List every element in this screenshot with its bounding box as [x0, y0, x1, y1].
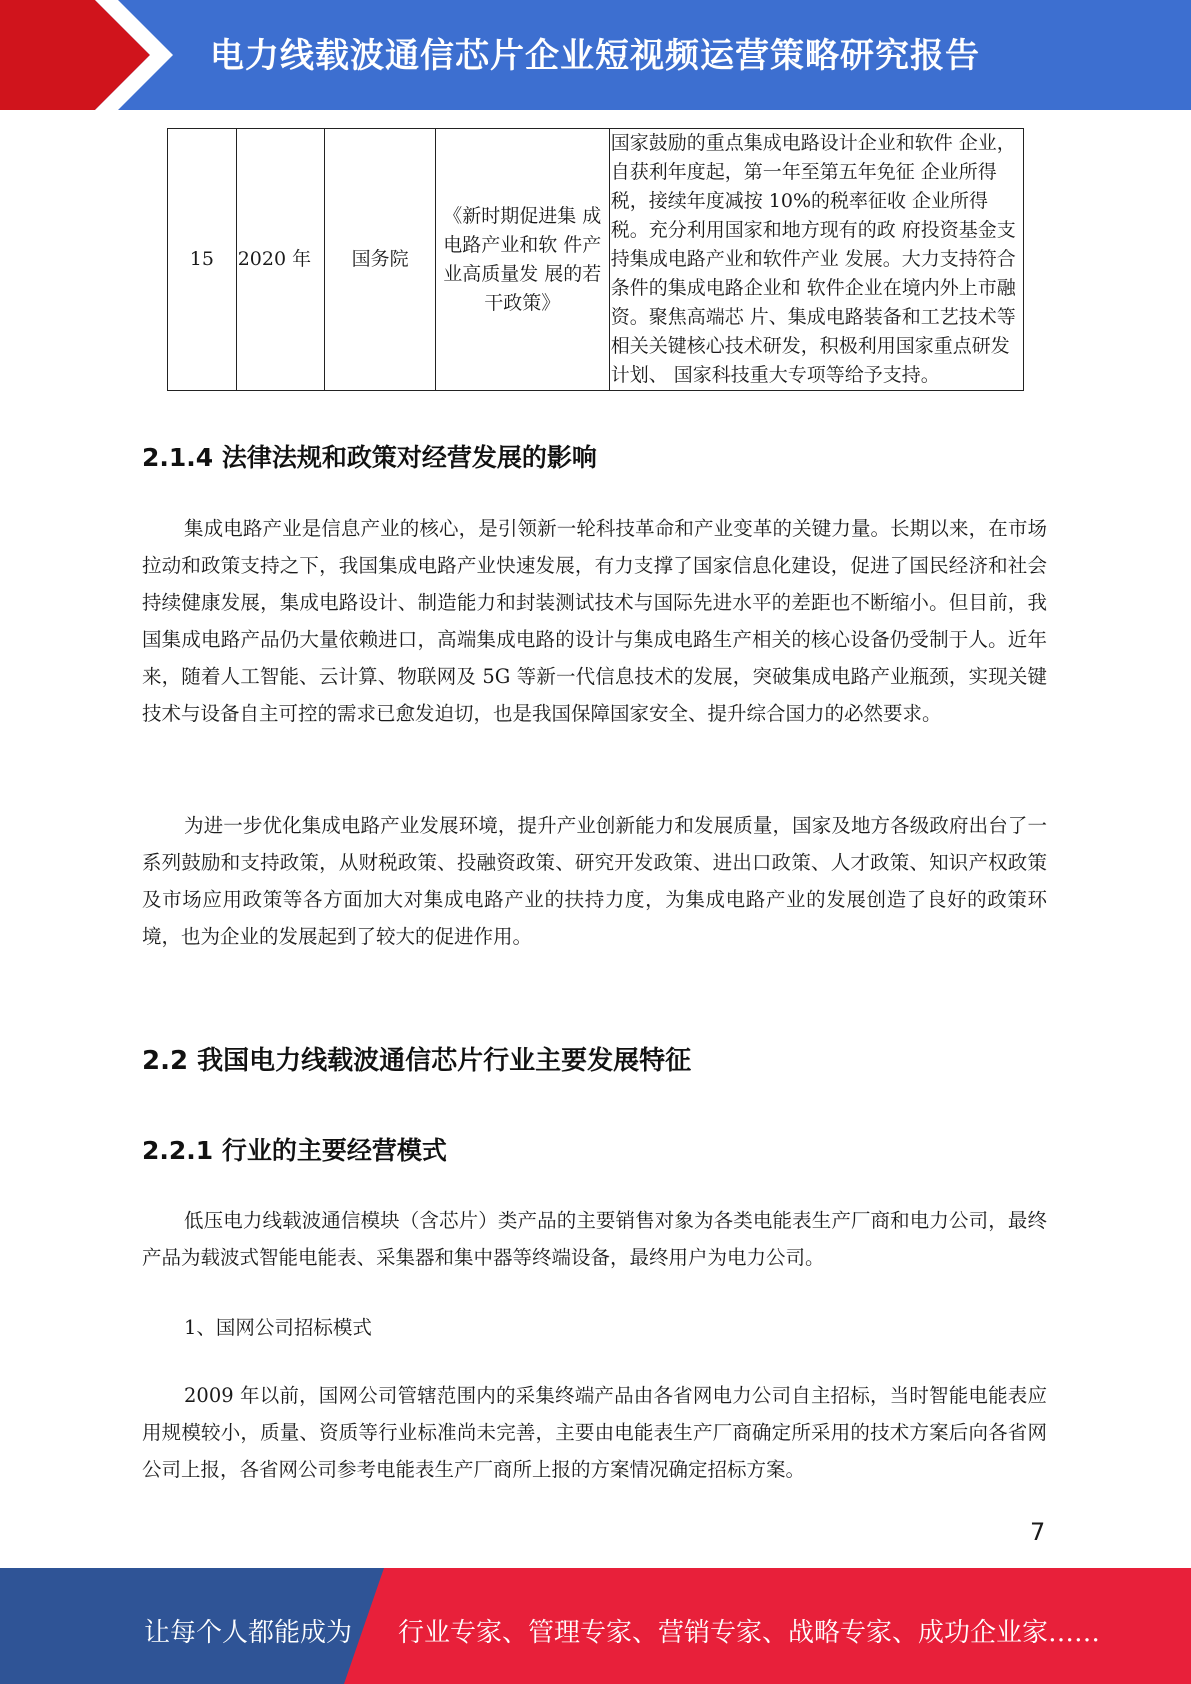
- heading-2-2: 2.2 我国电力线载波通信芯片行业主要发展特征: [142, 1046, 692, 1076]
- paragraph-policy-environment: 为进一步优化集成电路产业发展环境，提升产业创新能力和发展质量，国家及地方各级政府出台了一系列鼓励和支持政策，从财税政策、投融资政策、研究开发政策、进出口政策、人才政策、知识产权政策及市场应用政策等各方面加大对集成电路产业的扶持力度，为集成电路产业的发展创造了良好的政策环境，也为企业的发展起到了较大的促进作用。: [142, 814, 1047, 948]
- row-index: 15: [168, 129, 237, 391]
- page-number: 7: [1030, 1518, 1046, 1546]
- page-header: [0, 0, 1191, 110]
- table-row: [168, 129, 1024, 391]
- footer-slogan-right: 行业专家、管理专家、营销专家、战略专家、成功企业家……: [398, 1618, 1101, 1648]
- row-policy-content: 国家鼓励的重点集成电路设计企业和软件 企业，自获利年度起，第一年至第五年免征 企业所得税，接续年度减按 10%的税率征收 企业所得税。充分利用国家和地方现有的政 府投资基金支持集成电路产业和软件产业 发展。大力支持符合条件的集成电路企业和 软件企业在境内外上市融资。聚焦高端芯 片、集成电路装备和工艺技术等相关关键核心技术研发，积极利用国家重点研发计划、 国家科技重大专项等给予支持。: [609, 129, 1023, 391]
- heading-2-1-4: 2.1.4 法律法规和政策对经营发展的影响: [142, 443, 597, 472]
- paragraph-sales-targets: 低压电力线载波通信模块（含芯片）类产品的主要销售对象为各类电能表生产厂商和电力公司，最终产品为载波式智能电能表、采集器和集中器等终端设备，最终用户为电力公司。: [142, 1209, 1047, 1269]
- row-issuer: 国务院: [325, 129, 435, 391]
- report-title: 电力线载波通信芯片企业短视频运营策略研究报告: [210, 36, 980, 76]
- paragraph-before-2009: 2009 年以前，国网公司管辖范围内的采集终端产品由各省网电力公司自主招标，当时智能电能表应用规模较小，质量、资质等行业标准尚未完善，主要由电能表生产厂商确定所采用的技术方案后向各省网公司上报，各省网公司参考电能表生产厂商所上报的方案情况确定招标方案。: [142, 1384, 1047, 1481]
- paragraph-bidding-mode-title: 1、国网公司招标模式: [184, 1316, 372, 1339]
- policy-table: [167, 128, 1024, 391]
- row-year: 2020 年: [236, 129, 325, 391]
- page-footer: [0, 1568, 1191, 1684]
- row-policy-title: 《新时期促进集 成电路产业和软 件产业高质量发 展的若干政策》: [435, 129, 609, 391]
- paragraph-ic-industry: 集成电路产业是信息产业的核心，是引领新一轮科技革命和产业变革的关键力量。长期以来，在市场拉动和政策支持之下，我国集成电路产业快速发展，有力支撑了国家信息化建设，促进了国民经济和社会持续健康发展，集成电路设计、制造能力和封装测试技术与国际先进水平的差距也不断缩小。但目前，我国集成电路产品仍大量依赖进口，高端集成电路的设计与集成电路生产相关的核心设备仍受制于人。近年来，随着人工智能、云计算、物联网及 5G 等新一代信息技术的发展，突破集成电路产业瓶颈，实现关键技术与设备自主可控的需求已愈发迫切，也是我国保障国家安全、提升综合国力的必然要求。: [142, 517, 1047, 725]
- heading-2-2-1: 2.2.1 行业的主要经营模式: [142, 1136, 447, 1165]
- footer-slogan-left: 让每个人都能成为: [144, 1618, 353, 1648]
